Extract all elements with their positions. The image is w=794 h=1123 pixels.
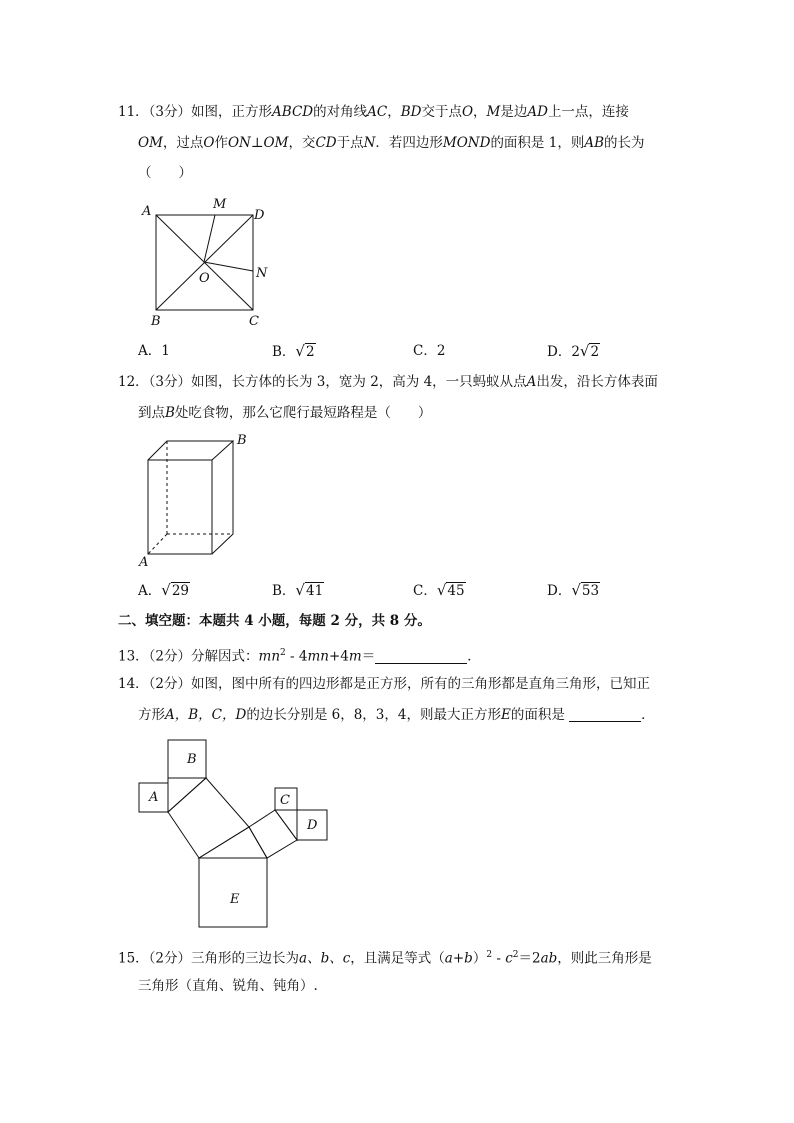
- q11-option-d[interactable]: [547, 341, 600, 362]
- answer-blank[interactable]: [569, 707, 641, 722]
- math-a: A: [526, 374, 537, 390]
- section-header-fill-in: 二、填空题：本题共 4 小题，每题 2 分，共 8 分。: [118, 613, 431, 629]
- exponent: 2: [280, 648, 286, 658]
- math: ＝: [361, 648, 376, 665]
- label-m: M: [213, 197, 227, 212]
- text: 处吃食物，那么它爬行最短路程是（ ）: [174, 405, 432, 421]
- text: 15．（2分）三角形的三边长为: [118, 950, 300, 967]
- q12-option-a[interactable]: [138, 580, 190, 601]
- math: m: [348, 648, 362, 665]
- text: 的长为: [604, 135, 645, 151]
- text: 11．（3分）如图，正方形: [118, 104, 273, 120]
- text: ，: [473, 104, 487, 120]
- cuboid-right-edges: [212, 441, 233, 554]
- math: mn: [307, 648, 329, 665]
- segment-om: [204, 215, 215, 262]
- q12-line2: [138, 403, 431, 423]
- triangle-main: [199, 827, 267, 858]
- option-label: D．: [547, 344, 572, 360]
- math: c: [505, 950, 513, 967]
- radicand: 41: [305, 583, 324, 599]
- q11-option-c[interactable]: [413, 341, 445, 361]
- text: ．若四边形: [375, 135, 443, 151]
- text: 上一点，连接: [547, 104, 629, 120]
- math: +4: [329, 648, 349, 665]
- q11-option-b[interactable]: [272, 341, 316, 362]
- text: ．: [641, 707, 655, 723]
- label-d: D: [254, 208, 265, 223]
- q11-option-a[interactable]: [138, 341, 170, 361]
- math-e: E: [500, 707, 511, 723]
- math-ad: AD: [527, 104, 548, 120]
- q12-option-d[interactable]: [547, 580, 600, 601]
- label-b: B: [237, 433, 247, 448]
- text: 12．（3分）如图，长方体的长为 3，宽为 2，高为 4，一只蚂蚁从点: [118, 374, 527, 390]
- radicand: 53: [581, 583, 600, 599]
- math-om: OM: [138, 135, 163, 151]
- q14-line1: 14．（2分）如图，图中所有的四边形都是正方形，所有的三角形都是直角三角形，已知正: [118, 676, 651, 692]
- math-m: M: [486, 104, 501, 120]
- radicand: 2: [305, 344, 315, 360]
- option-label: B．: [272, 344, 296, 360]
- math: -: [492, 950, 506, 967]
- option-label: A．: [138, 583, 162, 599]
- text: 出发，沿长方体表面: [536, 374, 658, 390]
- q11-square-figure: [135, 195, 275, 335]
- q14-squares-figure: [135, 735, 335, 935]
- text: ，则此三角形是: [557, 950, 652, 967]
- q15-line1: [118, 945, 652, 969]
- square-ab: [168, 778, 249, 858]
- q12-option-b[interactable]: [272, 580, 324, 601]
- text: 方形: [138, 707, 165, 723]
- cuboid-front-face: [148, 460, 212, 554]
- label-c: C: [280, 793, 290, 808]
- option-label: B．: [272, 583, 296, 599]
- text: 的面积是: [510, 707, 565, 723]
- label-a: A: [149, 790, 159, 805]
- q12-option-c[interactable]: [413, 580, 466, 601]
- sqrt: √ 2: [579, 342, 600, 360]
- math-bd: BD: [400, 104, 422, 120]
- q13-line: [118, 643, 481, 667]
- q14-line2: [138, 705, 655, 725]
- sqrt: √ 29: [161, 581, 189, 599]
- text: ，过点: [162, 135, 204, 151]
- label-e: E: [230, 892, 240, 907]
- label-b: B: [187, 752, 197, 767]
- option-value: 1: [161, 343, 170, 359]
- coefficient: 2: [571, 344, 580, 360]
- math: mn: [258, 648, 281, 665]
- text: 作: [214, 135, 228, 151]
- text: ，: [387, 104, 401, 120]
- label-o: O: [199, 271, 210, 286]
- radicand: 29: [171, 583, 189, 599]
- q15-line2: 三角形（直角、锐角、钝角）.: [138, 978, 318, 994]
- text: ，且满足等式（: [350, 950, 445, 967]
- label-a: A: [142, 204, 152, 219]
- text: ，交: [288, 135, 316, 151]
- sqrt: √ 41: [295, 581, 324, 599]
- answer-blank[interactable]: [375, 649, 467, 664]
- math: a+b: [444, 950, 473, 967]
- q11-line1: [118, 102, 629, 122]
- exponent: 2: [512, 950, 519, 960]
- option-label: C．: [413, 343, 437, 359]
- q12-cuboid-figure: [135, 430, 265, 570]
- math-abcd: ABCD: [272, 104, 314, 120]
- option-label: C．: [413, 583, 437, 599]
- text: 的面积是 1，则: [490, 135, 585, 151]
- math-ac: AC: [367, 104, 388, 120]
- text: 交于点: [421, 104, 462, 120]
- math-o: O: [461, 104, 474, 120]
- sqrt: √ 53: [571, 581, 600, 599]
- text: 的边长分别是 6，8，3，4，则最大正方形: [246, 707, 501, 723]
- label-c: C: [249, 314, 259, 329]
- text: 到点: [138, 405, 165, 421]
- text: 的对角线: [313, 104, 368, 120]
- math: ＝2: [518, 950, 541, 967]
- option-label: A．: [138, 343, 162, 359]
- math-o: O: [203, 135, 215, 151]
- label-b: B: [151, 314, 161, 329]
- exponent: 2: [486, 950, 493, 960]
- math: ab: [540, 950, 558, 967]
- text: ）: [472, 950, 487, 967]
- square-cd: [249, 810, 297, 858]
- label-a: A: [139, 555, 149, 570]
- label-n: N: [256, 266, 268, 281]
- option-label: D．: [547, 583, 572, 599]
- math-cd: CD: [315, 135, 337, 151]
- math-n: N: [363, 135, 376, 151]
- text: 于点: [336, 135, 364, 151]
- text: 13．（2分）分解因式：: [118, 648, 259, 665]
- sqrt: √ 45: [436, 581, 465, 599]
- hidden-edge-diagonal: [148, 534, 167, 554]
- math: - 4: [285, 648, 308, 665]
- math-mond: MOND: [442, 135, 491, 151]
- label-d: D: [307, 818, 318, 833]
- option-value: 2: [436, 343, 446, 359]
- cuboid-top-face: [148, 441, 233, 460]
- text: 是边: [500, 104, 528, 120]
- math-ab: AB: [584, 135, 604, 151]
- text: ．: [467, 648, 481, 665]
- q12-line1: [118, 372, 658, 392]
- math-b: B: [165, 405, 175, 421]
- radicand: 45: [447, 583, 465, 599]
- radicand: 2: [590, 344, 600, 360]
- math: a、b、c: [299, 950, 351, 967]
- sqrt: √ 2: [295, 342, 315, 360]
- q11-answer-paren: （ ）: [138, 165, 192, 181]
- math-on-perp-om: ON⊥OM: [227, 135, 289, 151]
- math: A，B，C，D: [165, 707, 247, 723]
- q11-line2: [138, 133, 645, 153]
